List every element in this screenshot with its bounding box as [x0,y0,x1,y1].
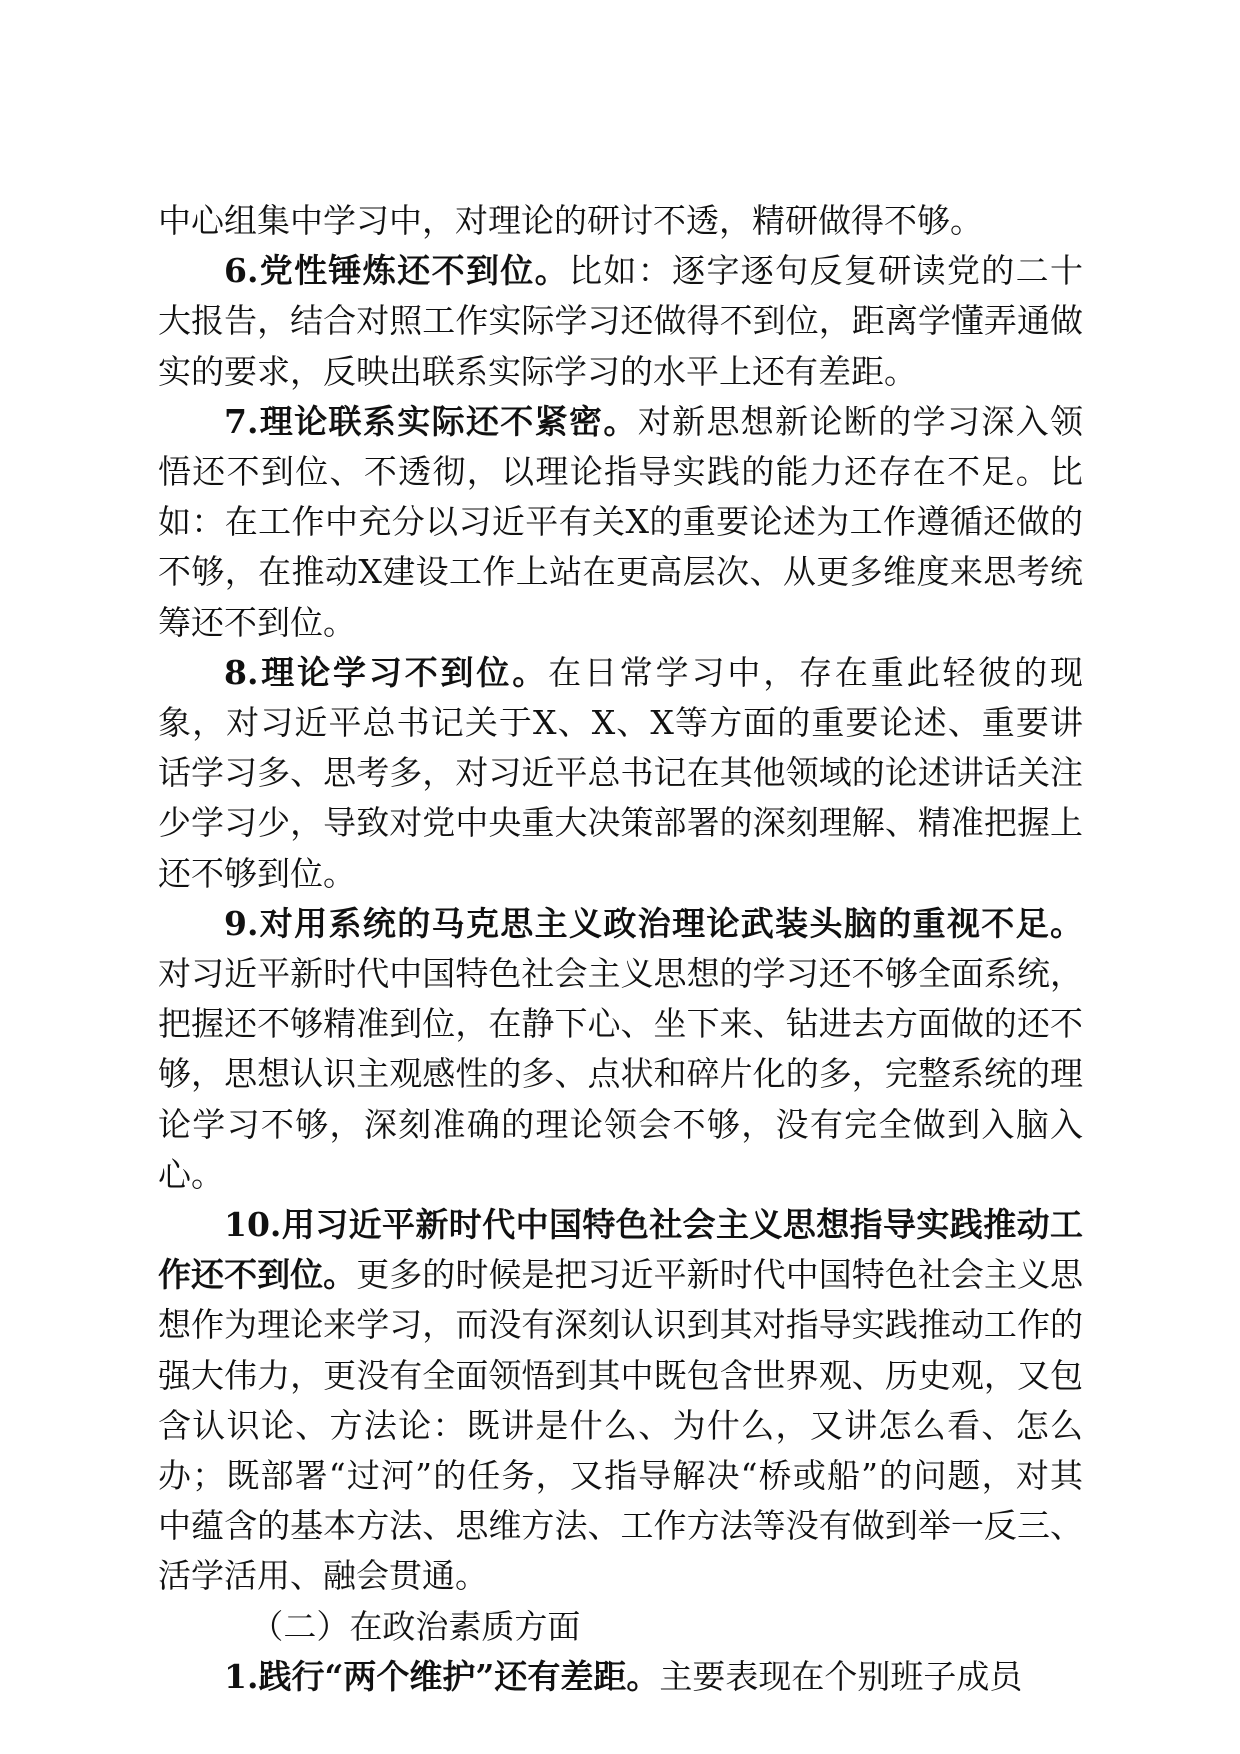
paragraph-text: 对习近平新时代中国特色社会主义思想的学习还不够全面系统，把握还不够精准到位，在静下心、坐下来、钻进去方面做的还不够，思想认识主观感性的多、点状和碎片化的多，完整系统的理论学习不够，深刻准确的理论领会不够，没有完全做到入脑入心。 [158,954,1083,1194]
paragraph-item-6 [158,246,1083,397]
item-heading: 8.理论学习不到位。 [224,652,549,692]
item-heading: 10.用习近平新时代中国特色社会主义思想指导实践推动工作还不到位。 [158,1205,1083,1295]
paragraph-text: 对新思想新论断的学习深入领悟还不到位、不透彻，以理论指导实践的能力还存在不足。比如：在工作中充分以习近平有关X的重要论述为工作遵循还做的不够，在推动X建设工作上站在更高层次、从更多维度来思考统筹还不到位。 [158,401,1084,642]
paragraph-text: 主要表现在个别班子成员 [659,1656,1023,1696]
paragraph-text: 更多的时候是把习近平新时代中国特色社会主义思想作为理论来学习，而没有深刻认识到其对指导实践推动工作的强大伟力，更没有全面领悟到其中既包含世界观、历史观，又包含认识论、方法论：既讲是什么、为什么，又讲怎么看、怎么办；既部署“过河”的任务，又指导解决“桥或船”的问题，对其中蕴含的基本方法、思维方法、工作方法等没有做到举一反三、活学活用、融会贯通。 [158,1255,1084,1596]
paragraph-continuation [158,196,1083,246]
paragraph-text: 在日常学习中，存在重此轻彼的现象，对习近平总书记关于X、X、X等方面的重要论述、重要讲话学习多、思考多，对习近平总书记在其他领域的论述讲话关注少学习少，导致对党中央重大决策部署的深刻理解、精准把握上还不够到位。 [158,652,1084,893]
paragraph-text: 中心组集中学习中，对理论的研讨不透，精研做得不够。 [158,201,983,240]
paragraph-item-9 [158,899,1083,1200]
section-heading-text: （二）在政治素质方面 [250,1606,581,1646]
item-heading: 9.对用系统的马克思主义政治理论武装头脑的重视不足。 [224,903,1083,943]
paragraph-item-10 [158,1200,1083,1602]
paragraph-item-7 [158,397,1083,648]
section-heading [158,1602,1083,1652]
item-heading: 1.践行“两个维护”还有差距。 [224,1656,660,1696]
document-body [158,196,1083,1702]
paragraph-text: 比如：逐字逐句反复研读党的二十大报告，结合对照工作实际学习还做得不到位，距离学懂弄通做实的要求，反映出联系实际学习的水平上还有差距。 [158,251,1084,391]
paragraph-item-8 [158,648,1083,899]
paragraph-item-1 [158,1652,1083,1702]
item-heading: 6.党性锤炼还不到位。 [224,251,570,291]
item-heading: 7.理论联系实际还不紧密。 [224,401,638,441]
